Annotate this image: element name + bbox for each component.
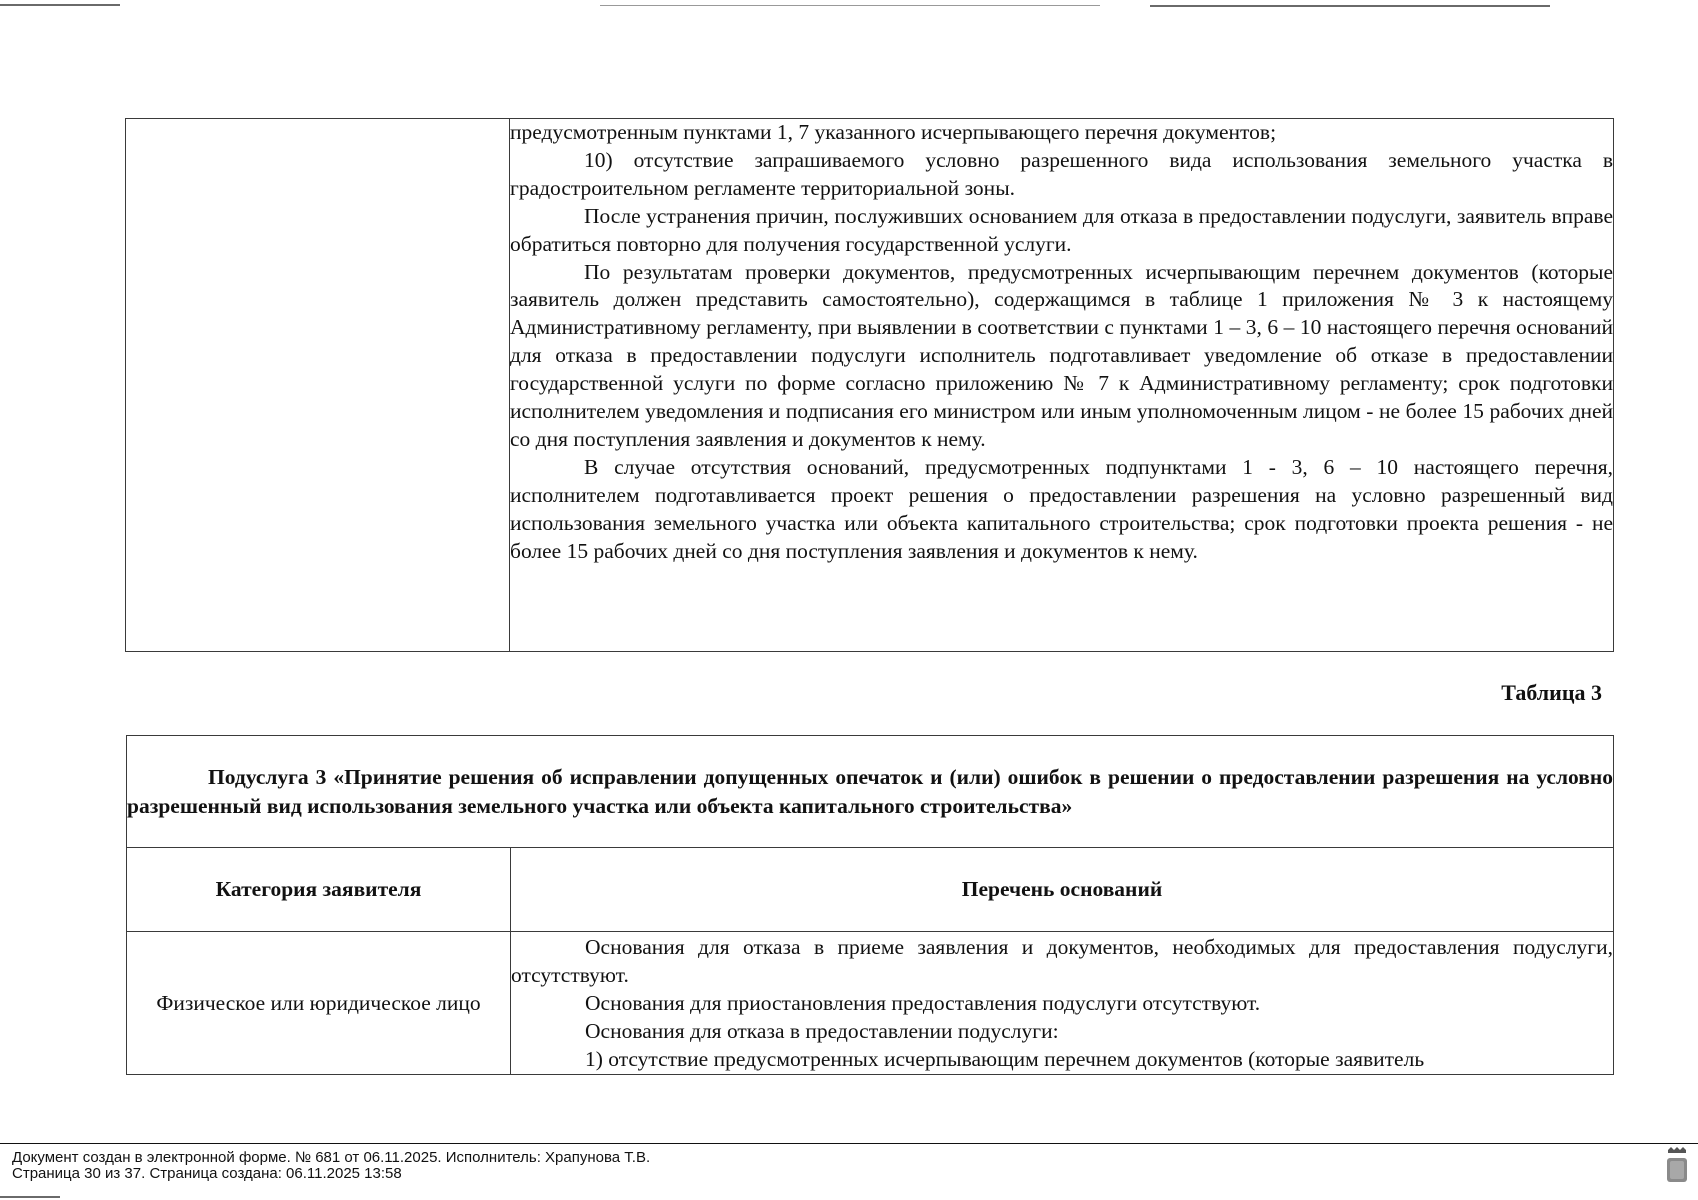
subservice-title-cell [127,736,1614,848]
scan-edge-line [0,4,120,6]
paragraph: После устранения причин, послуживших основанием для отказа в предоставлении подуслуги, заявитель вправе обратиться повторно для получения государственной услуги. [510,203,1613,256]
empty-category-cell [126,119,510,652]
column-header-category: Категория заявителя [127,848,511,932]
footer-line-1: Документ создан в электронной форме. № 681 от 06.11.2025. Исполнитель: Храпунова Т.В. [12,1149,651,1166]
paragraph: Основания для отказа в приеме заявления и документов, необходимых для предоставления подуслуги, отсутствуют. [511,935,1613,987]
coat-of-arms-icon [1664,1146,1690,1184]
document-footer [12,1150,650,1182]
paragraph: В случае отсутствия оснований, предусмотренных подпунктами 1 - 3, 6 – 10 настоящего перечня, исполнителем подготавливается проект решения о предоставлении разрешения на условно разрешенный вид использования земельного участка или объекта капитального строительства; срок подготовки проекта решения - не более 15 рабочих дней со дня поступления заявления и документов к нему. [510,454,1613,563]
footer-line-2: Страница 30 из 37. Страница создана: 06.11.2025 13:58 [12,1165,402,1182]
table-caption: Таблица 3 [1501,680,1602,705]
table-3 [126,735,1614,1075]
scan-edge-line [1150,5,1550,7]
paragraph: предусмотренным пунктами 1, 7 указанного исчерпывающего перечня документов; [510,120,1277,144]
applicant-category: Физическое или юридическое лицо [127,932,511,1075]
paragraph: 10) отсутствие запрашиваемого условно разрешенного вида использования земельного участка в градостроительном регламенте территориальной зоны. [510,147,1613,200]
column-header-grounds: Перечень оснований [511,848,1614,932]
subservice-title: Подуслуга 3 «Принятие решения об исправлении допущенных опечаток и (или) ошибок в решении о предоставлении разрешения на условно разрешенный вид использования земельного участка или объекта капитального строительства» [127,764,1613,818]
scan-edge-line [600,5,1100,6]
continuation-table [125,118,1614,652]
paragraph: Основания для отказа в предоставлении подуслуги: [585,1018,1059,1043]
grounds-list-cell [511,932,1614,1075]
footer-divider [0,1143,1698,1144]
scan-edge-line [0,1196,60,1198]
paragraph: 1) отсутствие предусмотренных исчерпывающим перечнем документов (которые заявитель [585,1046,1425,1071]
grounds-text-cell [510,119,1614,652]
paragraph: Основания для приостановления предоставления подуслуги отсутствуют. [585,990,1261,1015]
paragraph: По результатам проверки документов, предусмотренных исчерпывающим перечнем документов (которые заявитель должен представить самостоятельно), содержащимся в таблице 1 приложения № 3 к настоящему Административному регламенту, при выявлении в соответствии с пунктами 1 – 3, 6 – 10 настоящего перечня оснований для отказа в предоставлении подуслуги исполнитель подготавливает уведомление об отказе в предоставлении государственной услуги по форме согласно приложению № 7 к Административному регламенту; срок подготовки исполнителем уведомления и подписания его министром или иным уполномоченным лицом - не более 15 рабочих дней со дня поступления заявления и документов к нему. [510,259,1613,451]
